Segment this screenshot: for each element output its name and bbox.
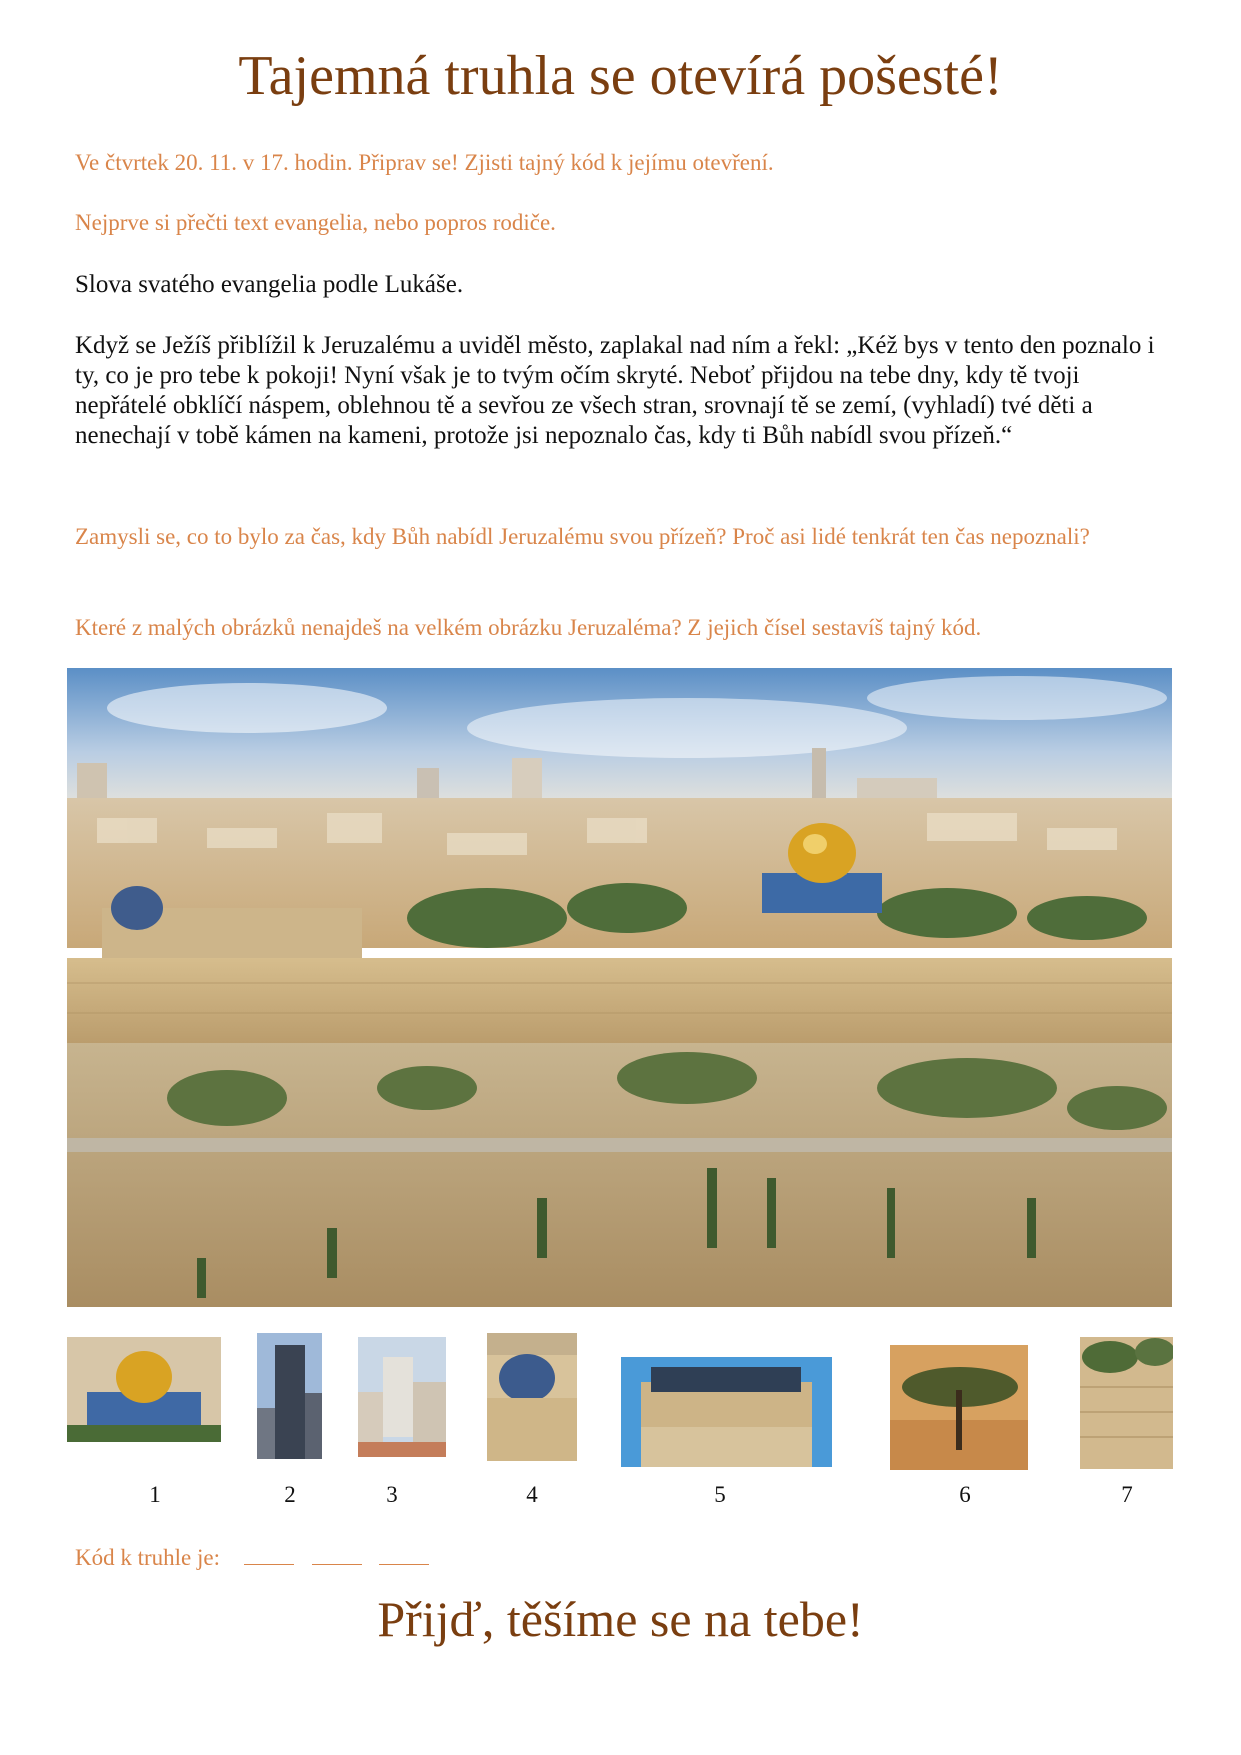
code-label: Kód k truhle je: — [75, 1545, 220, 1570]
thumbnail-number-6: 6 — [959, 1482, 971, 1507]
thumbnail-number-7: 7 — [1121, 1482, 1133, 1507]
thumbnail-number-3: 3 — [386, 1482, 398, 1507]
golden-dome-icon — [67, 1337, 221, 1442]
blue-dome-icon — [487, 1333, 577, 1461]
theatre-building-icon — [621, 1357, 832, 1467]
footer-invitation: Přijď, těšíme se na tebe! — [377, 1591, 864, 1647]
skyscraper-icon — [257, 1333, 322, 1459]
question-1: Zamysli se, co to bylo za čas, kdy Bůh nabídl Jeruzalému svou přízeň? Proč asi lidé tenkrát ten čas nepoznali? — [75, 524, 1090, 549]
question-2: Které z malých obrázků nenajdeš na velkém obrázku Jeruzaléma? Z jejich čísel sestavíš tajný kód. — [75, 615, 982, 640]
thumbnail-number-5: 5 — [714, 1482, 726, 1507]
code-row — [75, 1544, 429, 1571]
modern-city-icon — [358, 1337, 446, 1457]
thumbnail-5 — [621, 1357, 832, 1467]
code-blank-1 — [244, 1544, 294, 1565]
page-title: Tajemná truhla se otevírá pošesté! — [238, 45, 1003, 107]
thumbnail-number-2: 2 — [284, 1482, 296, 1507]
jerusalem-panorama-icon — [67, 668, 1172, 1307]
thumbnail-1 — [67, 1337, 221, 1442]
thumbnail-2 — [257, 1333, 322, 1459]
gospel-heading: Slova svatého evangelia podle Lukáše. — [75, 271, 464, 298]
intro-line-1: Ve čtvrtek 20. 11. v 17. hodin. Připrav se! Zjisti tajný kód k jejímu otevření. — [75, 150, 774, 175]
jerusalem-photo — [67, 668, 1172, 1307]
thumbnail-7 — [1080, 1337, 1173, 1469]
thumbnail-4 — [487, 1333, 577, 1461]
code-blank-3 — [379, 1544, 429, 1565]
thumbnail-number-1: 1 — [149, 1482, 161, 1507]
thumbnail-6 — [890, 1345, 1028, 1470]
thumbnail-3 — [358, 1337, 446, 1457]
acacia-tree-icon — [890, 1345, 1028, 1470]
thumbnail-number-4: 4 — [526, 1482, 538, 1507]
stone-wall-icon — [1080, 1337, 1173, 1469]
code-blank-2 — [312, 1544, 362, 1565]
gospel-text: Když se Ježíš přiblížil k Jeruzalému a uviděl město, zaplakal nad ním a řekl: „Kéž bys v tento den poznalo i ty, co je pro tebe k pokoji! Nyní však je to tvým očím skryté. Neboť přijdou na tebe dny, kdy tě tvoji nepřátelé obklíčí náspem, oblehnou tě a sevřou ze všech stran, srovnají tě se zemí, (vyhladí) tvé děti a nenechají v tobě kámen na kameni, protože jsi nepoznalo čas, kdy ti Bůh nabídl svou přízeň.“ — [75, 332, 1155, 449]
intro-line-2: Nejprve si přečti text evangelia, nebo popros rodiče. — [75, 210, 556, 235]
